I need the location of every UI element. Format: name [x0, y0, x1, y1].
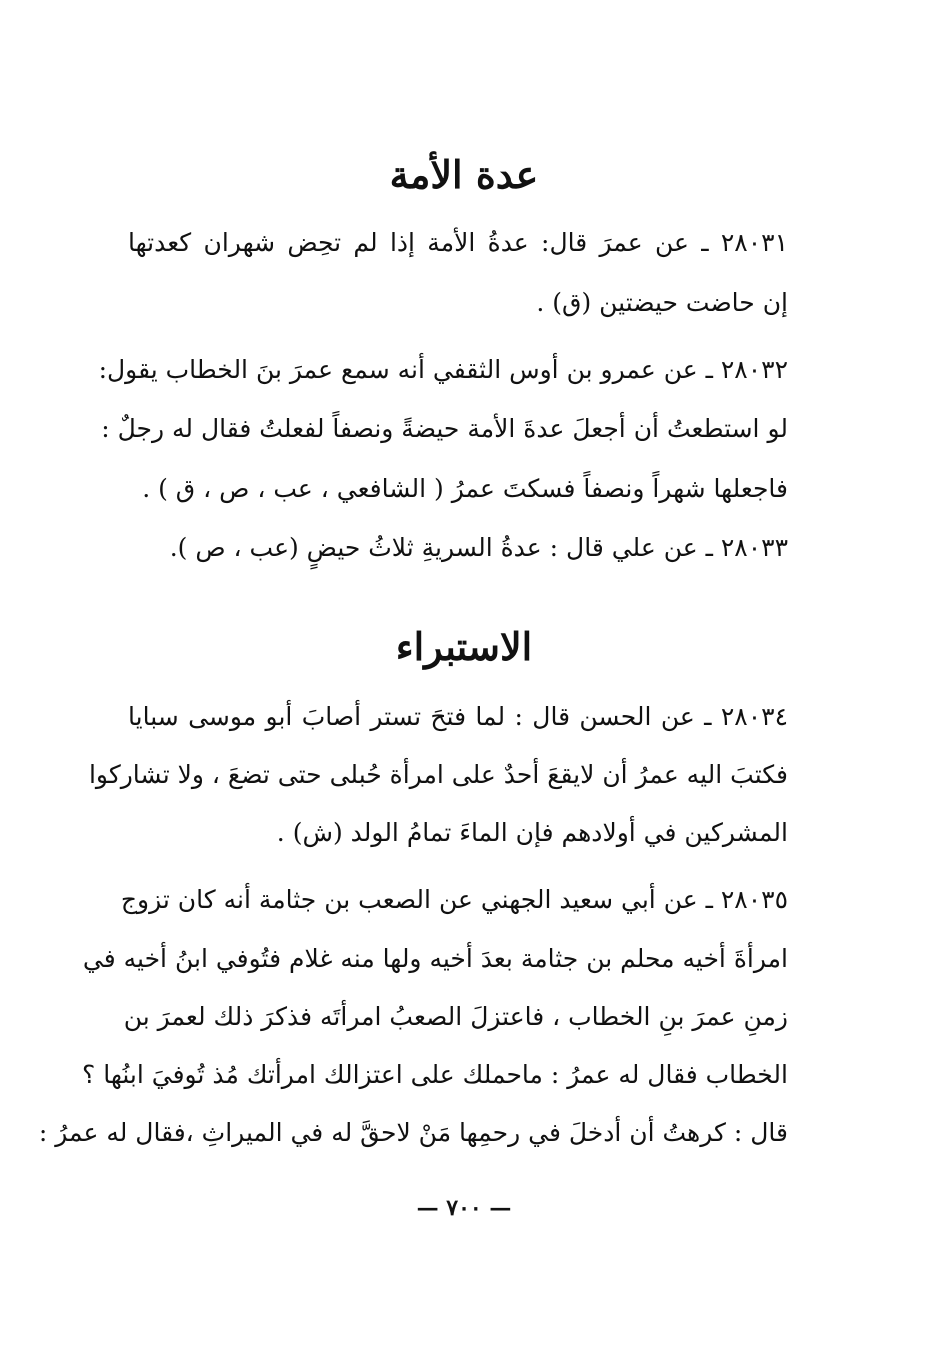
text-line: ٢٨٠٣٥ ـ عن أبي سعيد الجهني عن الصعب بن جثامة أنه كان تزوج [120, 885, 788, 914]
text-line: ٢٨٠٣١ ـ عن عمرَ قال: عدةُ الأمة إذا لم تحِض شهران كعدتها [128, 228, 788, 257]
text-line: إن حاضت حيضتين (ق) . [536, 288, 788, 317]
page-number: — ٧٠٠ — [416, 1195, 512, 1221]
text-line: امرأةَ أخيه محلم بن جثامة بعدَ أخيه ولها منه غلام فتُوفي ابنُ أخيه في [82, 944, 788, 973]
text-line: فاجعلها شهراً ونصفاً فسكتَ عمرُ ( الشافعي ، عب ، ص ، ق ) . [142, 474, 788, 503]
text-line: ٢٨٠٣٤ ـ عن الحسن قال : لما فتحَ تستر أصابَ أبو موسى سبايا [128, 702, 788, 731]
text-line: زمنِ عمرَ بنِ الخطاب ، فاعتزلَ الصعبُ امرأتَه فذكرَ ذلك لعمرَ بن [123, 1002, 788, 1031]
text-line: لو استطعتُ أن أجعلَ عدةَ الأمة حيضةً ونصفاً لفعلتُ فقال له رجلٌ : [101, 414, 788, 443]
text-line: ٢٨٠٣٢ ـ عن عمرو بن أوس الثقفي أنه سمع عمرَ بنَ الخطاب يقول: [98, 355, 788, 384]
text-line: قال : كرهتُ أن أدخلَ في رحمِها مَنْ لاحقَّ له في الميراثِ ،فقال له عمرُ : [38, 1118, 788, 1147]
section-heading-al-istibra: الاستبراء [395, 624, 533, 669]
text-line: الخطاب فقال له عمرُ : ماحملك على اعتزالك امرأتك مُذ تُوفيَ ابنُها ؟ [82, 1060, 788, 1089]
text-line: ٢٨٠٣٣ ـ عن علي قال : عدةُ السريةِ ثلاثُ حيضٍ (عب ، ص ). [169, 533, 788, 562]
section-heading-iddat-al-ama: عدة الأمة [389, 152, 539, 197]
text-line: فكتبَ اليه عمرُ أن لايقعَ أحدٌ على امرأة حُبلى حتى تضعَ ، ولا تشاركوا [88, 760, 788, 789]
text-line: المشركين في أولادهم فإن الماءَ تمامُ الولد (ش) . [276, 818, 788, 847]
